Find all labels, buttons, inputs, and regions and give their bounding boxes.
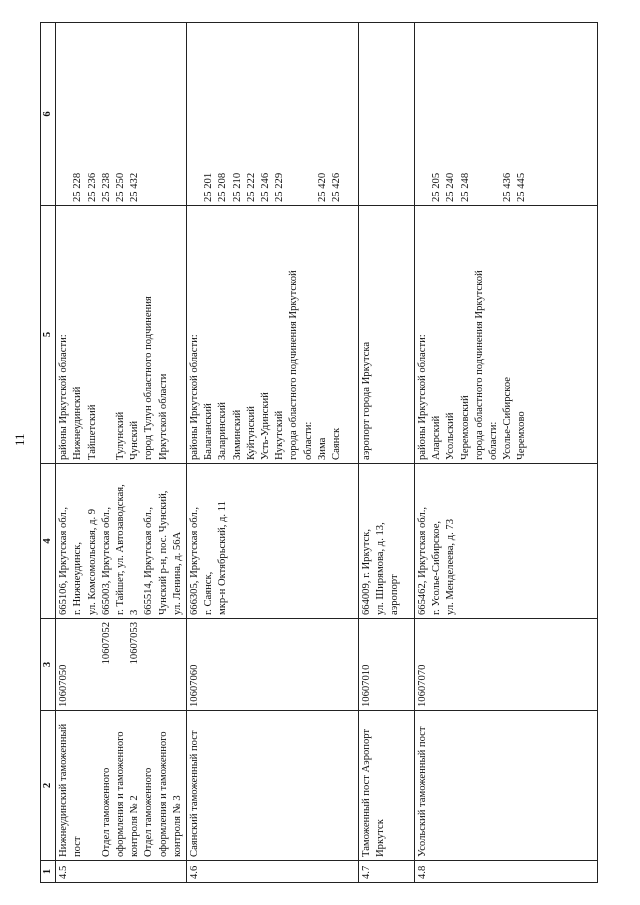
post-code: 10607053 <box>129 622 141 665</box>
okato-code: 25 205 <box>431 172 443 202</box>
address-cell <box>187 464 359 619</box>
okato-code: 25 228 <box>72 172 84 202</box>
region-line: Куйтунский <box>245 406 257 460</box>
okato-code: 25 222 <box>245 172 257 202</box>
address-line: 665462, Иркутская обл., <box>417 507 429 615</box>
post-name: Отдел таможенного оформления и таможенного контроля № 2 <box>100 731 141 857</box>
address-line: Чунский р-н, пос. Чунский, <box>157 490 169 615</box>
okato-cell <box>187 23 359 206</box>
post-code: 10607070 <box>415 619 598 711</box>
address-line: 665514, Иркутская обл., <box>143 507 155 615</box>
address-line: г. Усолье-Сибирское, <box>431 520 443 615</box>
address-line: ул. Ленина, д. 56А <box>171 531 183 615</box>
header-row <box>41 23 56 883</box>
col-header-1: 1 <box>41 861 56 883</box>
col-header-6: 6 <box>41 23 56 206</box>
okato-cell <box>415 23 598 206</box>
region-line: Саянск <box>331 427 343 460</box>
post-name: Саянский таможенный пост <box>187 711 359 861</box>
okato-code: 25 248 <box>459 172 471 202</box>
region-line: Зима <box>316 437 328 460</box>
address-line: ул. Менделеева, д. 73 <box>445 519 457 615</box>
okato-code: 25 236 <box>86 172 98 202</box>
region-line: районы Иркутской области: <box>417 334 429 460</box>
address-line: 665106, Иркутская обл., <box>58 507 70 615</box>
address-line: 666305, Иркутская обл., <box>189 507 201 615</box>
region-cell <box>359 206 415 464</box>
region-line: Заларинский <box>217 402 229 460</box>
okato-cell <box>56 23 187 206</box>
okato-code <box>473 26 487 202</box>
post-code: 10607052 <box>100 622 112 665</box>
okato-code <box>287 26 301 202</box>
post-name-cell <box>56 711 187 861</box>
customs-posts-table <box>40 22 598 883</box>
region-line: Усть-Удинский <box>260 392 272 460</box>
okato-code <box>57 26 71 202</box>
table-row <box>359 23 415 883</box>
okato-code: 25 432 <box>129 172 141 202</box>
region-line: Нижнеудинский <box>72 386 84 460</box>
okato-code: 25 201 <box>203 172 215 202</box>
region-line: области: <box>488 421 500 460</box>
row-number: 4.5 <box>56 861 187 883</box>
okato-code: 25 445 <box>516 172 528 202</box>
address-cell <box>415 464 598 619</box>
post-name: Усольский таможенный пост <box>415 711 598 861</box>
okato-code: 25 210 <box>231 172 243 202</box>
okato-code: 25 240 <box>445 172 457 202</box>
okato-code: 25 229 <box>274 172 286 202</box>
okato-code: 25 426 <box>331 172 343 202</box>
rotated-table-container <box>40 23 598 883</box>
region-line: Тайшетский <box>86 404 98 460</box>
address-cell <box>359 464 415 619</box>
okato-code: 25 420 <box>316 172 328 202</box>
region-cell <box>187 206 359 464</box>
okato-code: 25 238 <box>100 172 112 202</box>
region-line: Усолье-Сибирское <box>502 377 514 460</box>
row-number: 4.8 <box>415 861 598 883</box>
col-header-4: 4 <box>41 464 56 619</box>
col-header-3: 3 <box>41 619 56 711</box>
address-line: ул. Комсомольская, д. 9 <box>86 508 98 615</box>
post-code: 10607060 <box>187 619 359 711</box>
region-line: Зиминский <box>231 409 243 460</box>
row-number: 4.7 <box>359 861 415 883</box>
region-cell <box>56 206 187 464</box>
table-row <box>187 23 359 883</box>
table-row <box>56 23 187 883</box>
okato-code: 25 250 <box>115 172 126 202</box>
col-header-5: 5 <box>41 206 56 464</box>
col-header-2: 2 <box>41 711 56 861</box>
region-line: города областного подчинения Иркутской <box>473 270 485 460</box>
okato-code <box>188 26 202 202</box>
address-line: 3 <box>129 609 141 615</box>
region-line: город Тулун областного подчинения <box>143 296 155 460</box>
row-number: 4.6 <box>187 861 359 883</box>
address-line: мкр-н Октябрьский, д. 11 <box>217 501 229 615</box>
region-line: районы Иркутской области: <box>189 334 201 460</box>
region-line: Аларский <box>431 415 443 460</box>
post-name: Отдел таможенного оформления и таможенного контроля № 3 <box>143 731 183 857</box>
post-name: Таможенный пост Аэропорт Иркутск <box>359 711 415 861</box>
okato-code <box>302 26 316 202</box>
page-number: 11 <box>12 433 27 446</box>
address-line: г. Нижнеудинск, <box>72 541 84 615</box>
post-name: Нижнеудинский таможенный пост <box>58 723 84 857</box>
address-cell <box>56 464 187 619</box>
table-row <box>415 23 598 883</box>
region-line: аэропорт города Иркутска <box>361 341 373 460</box>
region-line: города областного подчинения Иркутской <box>288 270 300 460</box>
region-line: Усольский <box>445 412 457 460</box>
okato-code <box>487 26 501 202</box>
region-line: Нукутский <box>274 410 286 460</box>
address-line: ул. Ширямова, д. 13, <box>375 522 387 615</box>
region-line: районы Иркутской области: <box>58 334 70 460</box>
okato-code: 25 208 <box>217 172 229 202</box>
okato-code: 25 436 <box>502 172 514 202</box>
address-line: г. Саянск, <box>203 571 215 615</box>
region-line: Тулунский <box>115 411 126 460</box>
region-line: Черемхово <box>516 411 528 460</box>
address-line: г. Тайшет, ул. Автозаводская, <box>115 484 127 615</box>
okato-code: 25 246 <box>260 172 272 202</box>
address-line: 664009, г. Иркутск, <box>361 528 373 615</box>
okato-code <box>416 26 430 202</box>
post-code: 10607050 <box>58 664 70 707</box>
region-cell <box>415 206 598 464</box>
post-code: 10607010 <box>359 619 415 711</box>
post-code-cell <box>56 619 187 711</box>
region-line: Чунский <box>129 420 141 460</box>
region-line: Черемховский <box>459 395 471 460</box>
okato-cell <box>359 23 415 206</box>
address-line: 665003, Иркутская обл., <box>100 507 112 615</box>
address-line: аэропорт <box>389 574 401 615</box>
region-line: Балаганский <box>203 403 215 460</box>
region-line: Иркутской области <box>157 373 169 460</box>
region-line: области: <box>302 421 314 460</box>
